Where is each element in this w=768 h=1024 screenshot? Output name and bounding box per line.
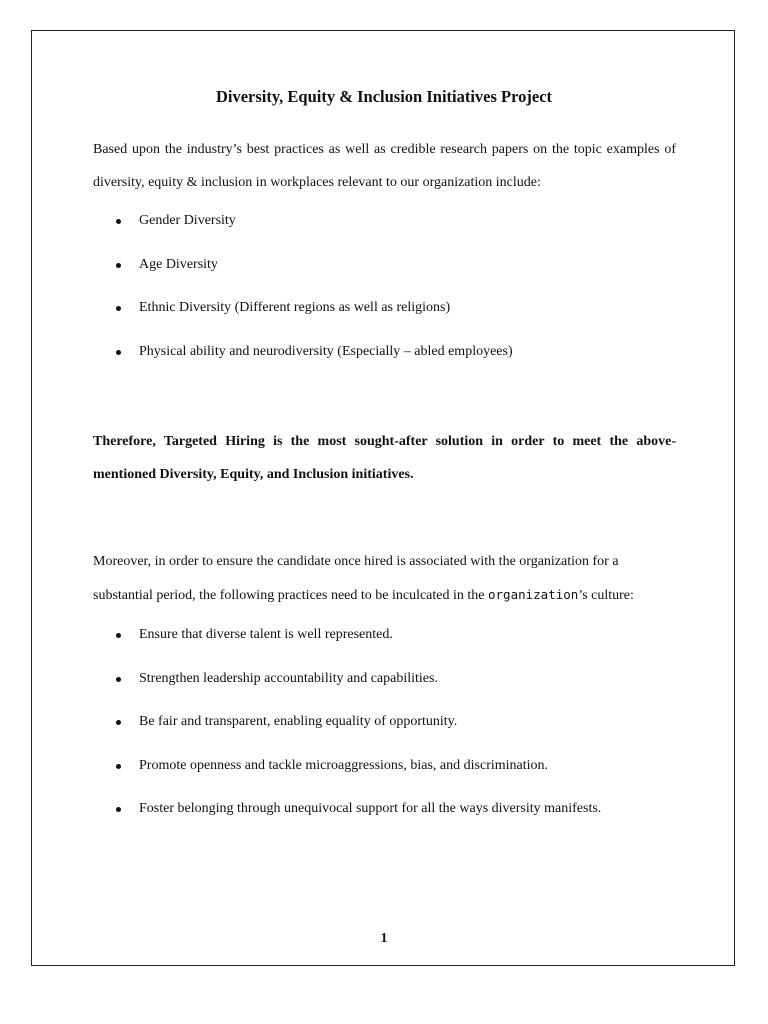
list-item [93,799,676,843]
bullet-icon [116,807,121,812]
bullet-icon [116,677,121,682]
practices-intro-start: Moreover, in order to ensure the candidate once hired is associated with the organization for a substantial period, the following practices need to be inculcated in the [93,554,619,603]
list-item-text: Age Diversity [139,256,218,272]
list-item [93,669,676,713]
list-item [93,211,676,255]
bullet-icon [116,263,121,268]
diversity-examples-list [93,211,676,385]
list-item-text: Strengthen leadership accountability and capabilities. [139,670,438,686]
bullet-icon [116,764,121,769]
page-number: 1 [380,931,388,946]
bullet-icon [116,306,121,311]
conclusion-paragraph: Therefore, Targeted Hiring is the most sought-after solution in order to meet the above-mentioned Diversity, Equity, and Inclusion initiatives. [93,434,676,482]
practices-intro-mono-word: organization [488,587,579,602]
list-item-text: Gender Diversity [139,213,236,228]
bullet-icon [116,219,121,224]
list-item-text: Physical ability and neurodiversity (Especially – abled employees) [139,343,513,359]
intro-paragraph: Based upon the industry’s best practices as well as credible research papers on the topic examples of diversity, equity & inclusion in workplaces relevant to our organization include: [93,142,676,190]
list-item [93,756,676,800]
list-item [93,625,676,669]
practices-list [93,625,676,843]
list-item-text: Ensure that diverse talent is well represented. [139,627,393,642]
practices-intro-paragraph [93,545,676,612]
practices-intro-end: ’s culture: [578,588,634,603]
list-item-text: Foster belonging through unequivocal support for all the ways diversity manifests. [139,801,602,816]
bullet-icon [116,633,121,638]
list-item [93,255,676,299]
list-item-text: Ethnic Diversity (Different regions as well as religions) [139,300,451,315]
list-item-text: Be fair and transparent, enabling equality of opportunity. [139,714,458,729]
list-item-text: Promote openness and tackle microaggressions, bias, and discrimination. [139,757,549,773]
bullet-icon [116,720,121,725]
list-item [93,342,676,386]
list-item [93,298,676,342]
list-item [93,712,676,756]
document-title: Diversity, Equity & Inclusion Initiatives Project [215,87,553,106]
bullet-icon [116,350,121,355]
